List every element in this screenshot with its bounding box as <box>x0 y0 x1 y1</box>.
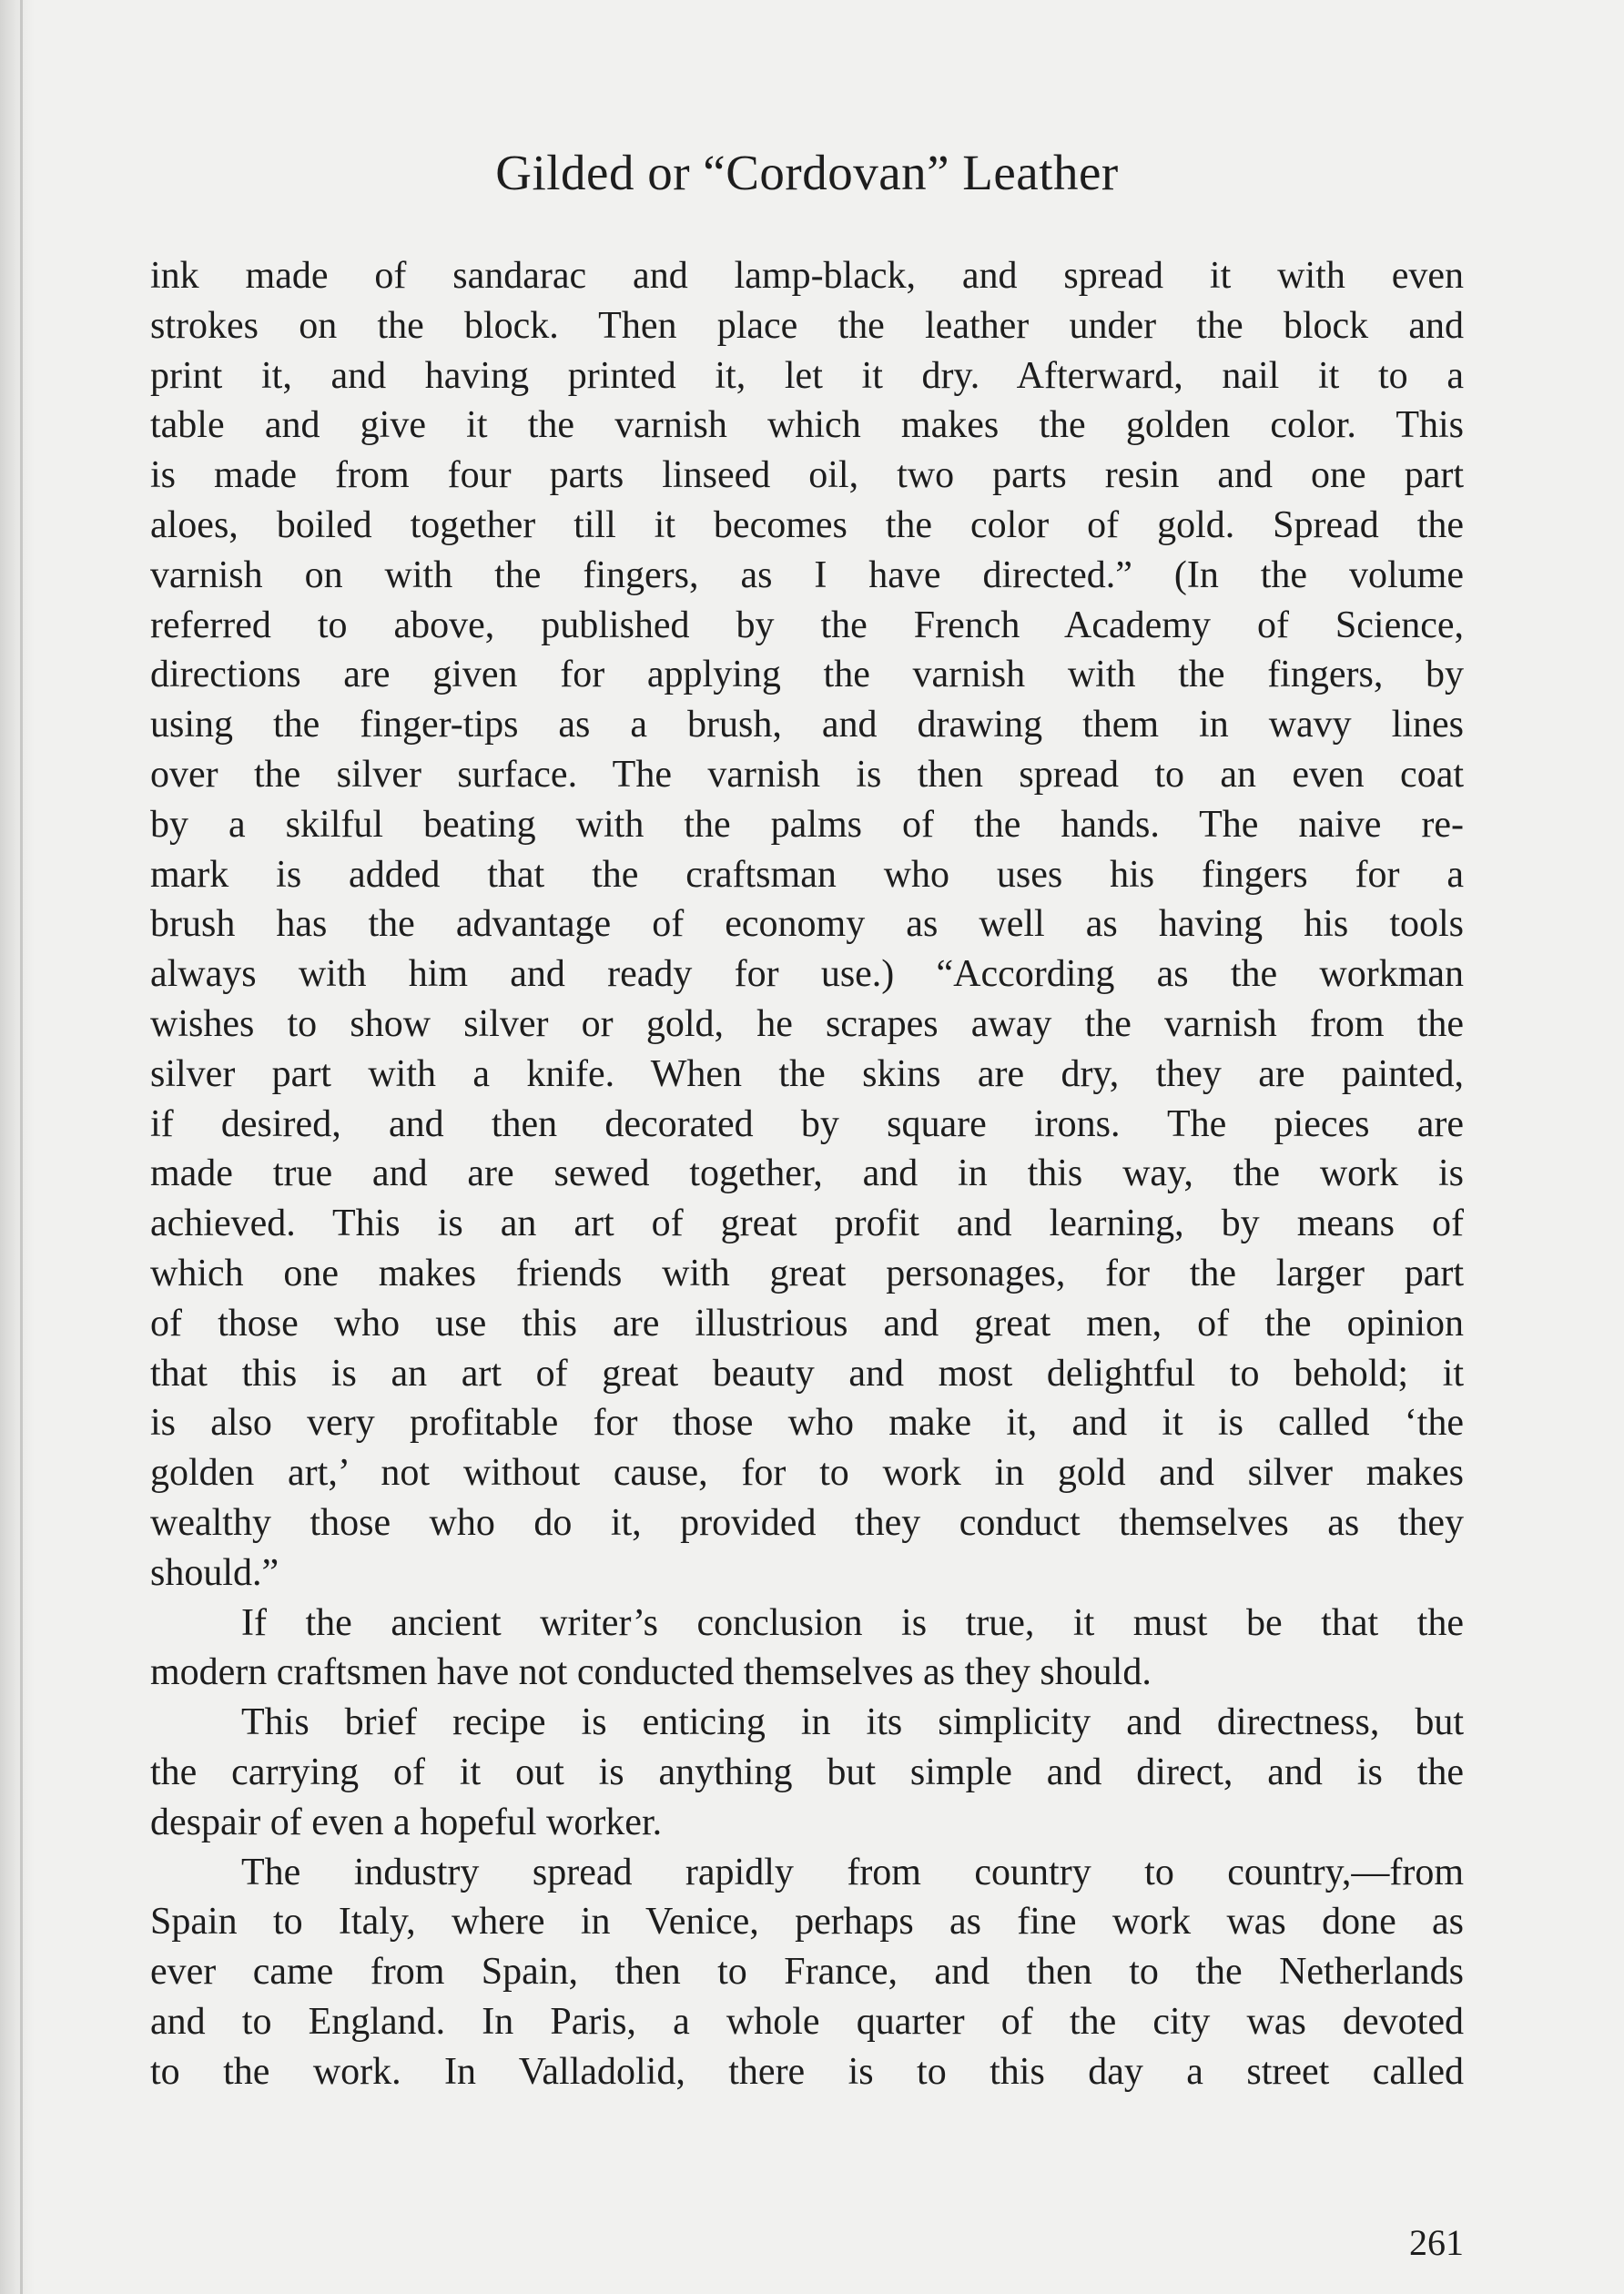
text-line: silver part with a knife. When the skins are dry, they are painted, <box>150 1052 1464 1095</box>
text-line: of those who use this are illustrious and great men, of the opinion <box>150 1302 1464 1345</box>
text-line: achieved. This is an art of great profit and learning, by means of <box>150 1203 1464 1245</box>
text-line: golden art,’ not without cause, for to work in gold and silver makes <box>150 1452 1464 1495</box>
page-edge-shadow <box>0 0 35 2294</box>
text-line: wishes to show silver or gold, he scrapes away the varnish from the <box>150 1002 1464 1045</box>
text-line: made true and are sewed together, and in this way, the work is <box>150 1152 1464 1195</box>
text-line: and to England. In Paris, a whole quarter of the city was devoted <box>150 2000 1464 2043</box>
text-line: print it, and having printed it, let it dry. Afterward, nail it to a <box>150 354 1464 397</box>
text-line: varnish on with the fingers, as I have directed.” (In the volume <box>150 553 1464 596</box>
text-line: always with him and ready for use.) “According as the workman <box>150 953 1464 996</box>
text-line: Spain to Italy, where in Venice, perhaps as fine work was done as <box>150 1901 1464 1944</box>
text-line: by a skilful beating with the palms of the hands. The naive re- <box>150 803 1464 846</box>
text-line: the carrying of it out is anything but simple and direct, and is the <box>150 1751 1464 1793</box>
text-line: despair of even a hopeful worker. <box>150 1801 663 1843</box>
text-line: to the work. In Valladolid, there is to this day a street called <box>150 2050 1464 2093</box>
text-line: ever came from Spain, then to France, and then to the Netherlands <box>150 1951 1464 1994</box>
text-line: table and give it the varnish which makes the golden color. This <box>150 404 1464 447</box>
text-line: if desired, and then decorated by square irons. The pieces are <box>150 1102 1464 1145</box>
running-head: Gilded or “Cordovan” Leather <box>495 145 1119 200</box>
text-line: This brief recipe is enticing in its simplicity and directness, but <box>241 1701 1464 1744</box>
text-line: over the silver surface. The varnish is then spread to an even coat <box>150 753 1464 796</box>
text-line: If the ancient writer’s conclusion is true, it must be that the <box>241 1601 1464 1644</box>
text-line: directions are given for applying the varnish with the fingers, by <box>150 654 1464 696</box>
body-text <box>150 251 1464 2096</box>
text-line: mark is added that the craftsman who uses his fingers for a <box>150 853 1464 896</box>
text-line: The industry spread rapidly from country to country,—from <box>241 1851 1464 1893</box>
page-number: 261 <box>1409 2222 1464 2263</box>
text-line: modern craftsmen have not conducted themselves as they should. <box>150 1651 1152 1694</box>
text-line: brush has the advantage of economy as well as having his tools <box>150 903 1464 946</box>
text-line: using the finger-tips as a brush, and drawing them in wavy lines <box>150 704 1464 746</box>
text-line: that this is an art of great beauty and most delightful to behold; it <box>150 1352 1464 1395</box>
text-line: wealthy those who do it, provided they conduct themselves as they <box>150 1501 1464 1544</box>
text-line: referred to above, published by the French Academy of Science, <box>150 604 1464 646</box>
text-line: aloes, boiled together till it becomes the color of gold. Spread the <box>150 503 1464 546</box>
text-line: strokes on the block. Then place the leather under the block and <box>150 304 1464 347</box>
text-line: is made from four parts linseed oil, two parts resin and one part <box>150 454 1464 497</box>
text-line: is also very profitable for those who make it, and it is called ‘the <box>150 1402 1464 1445</box>
text-line: ink made of sandarac and lamp-black, and spread it with even <box>150 255 1464 297</box>
text-line: should.” <box>150 1551 279 1594</box>
text-line: which one makes friends with great personages, for the larger part <box>150 1252 1464 1294</box>
page-fold-line <box>20 0 23 2294</box>
